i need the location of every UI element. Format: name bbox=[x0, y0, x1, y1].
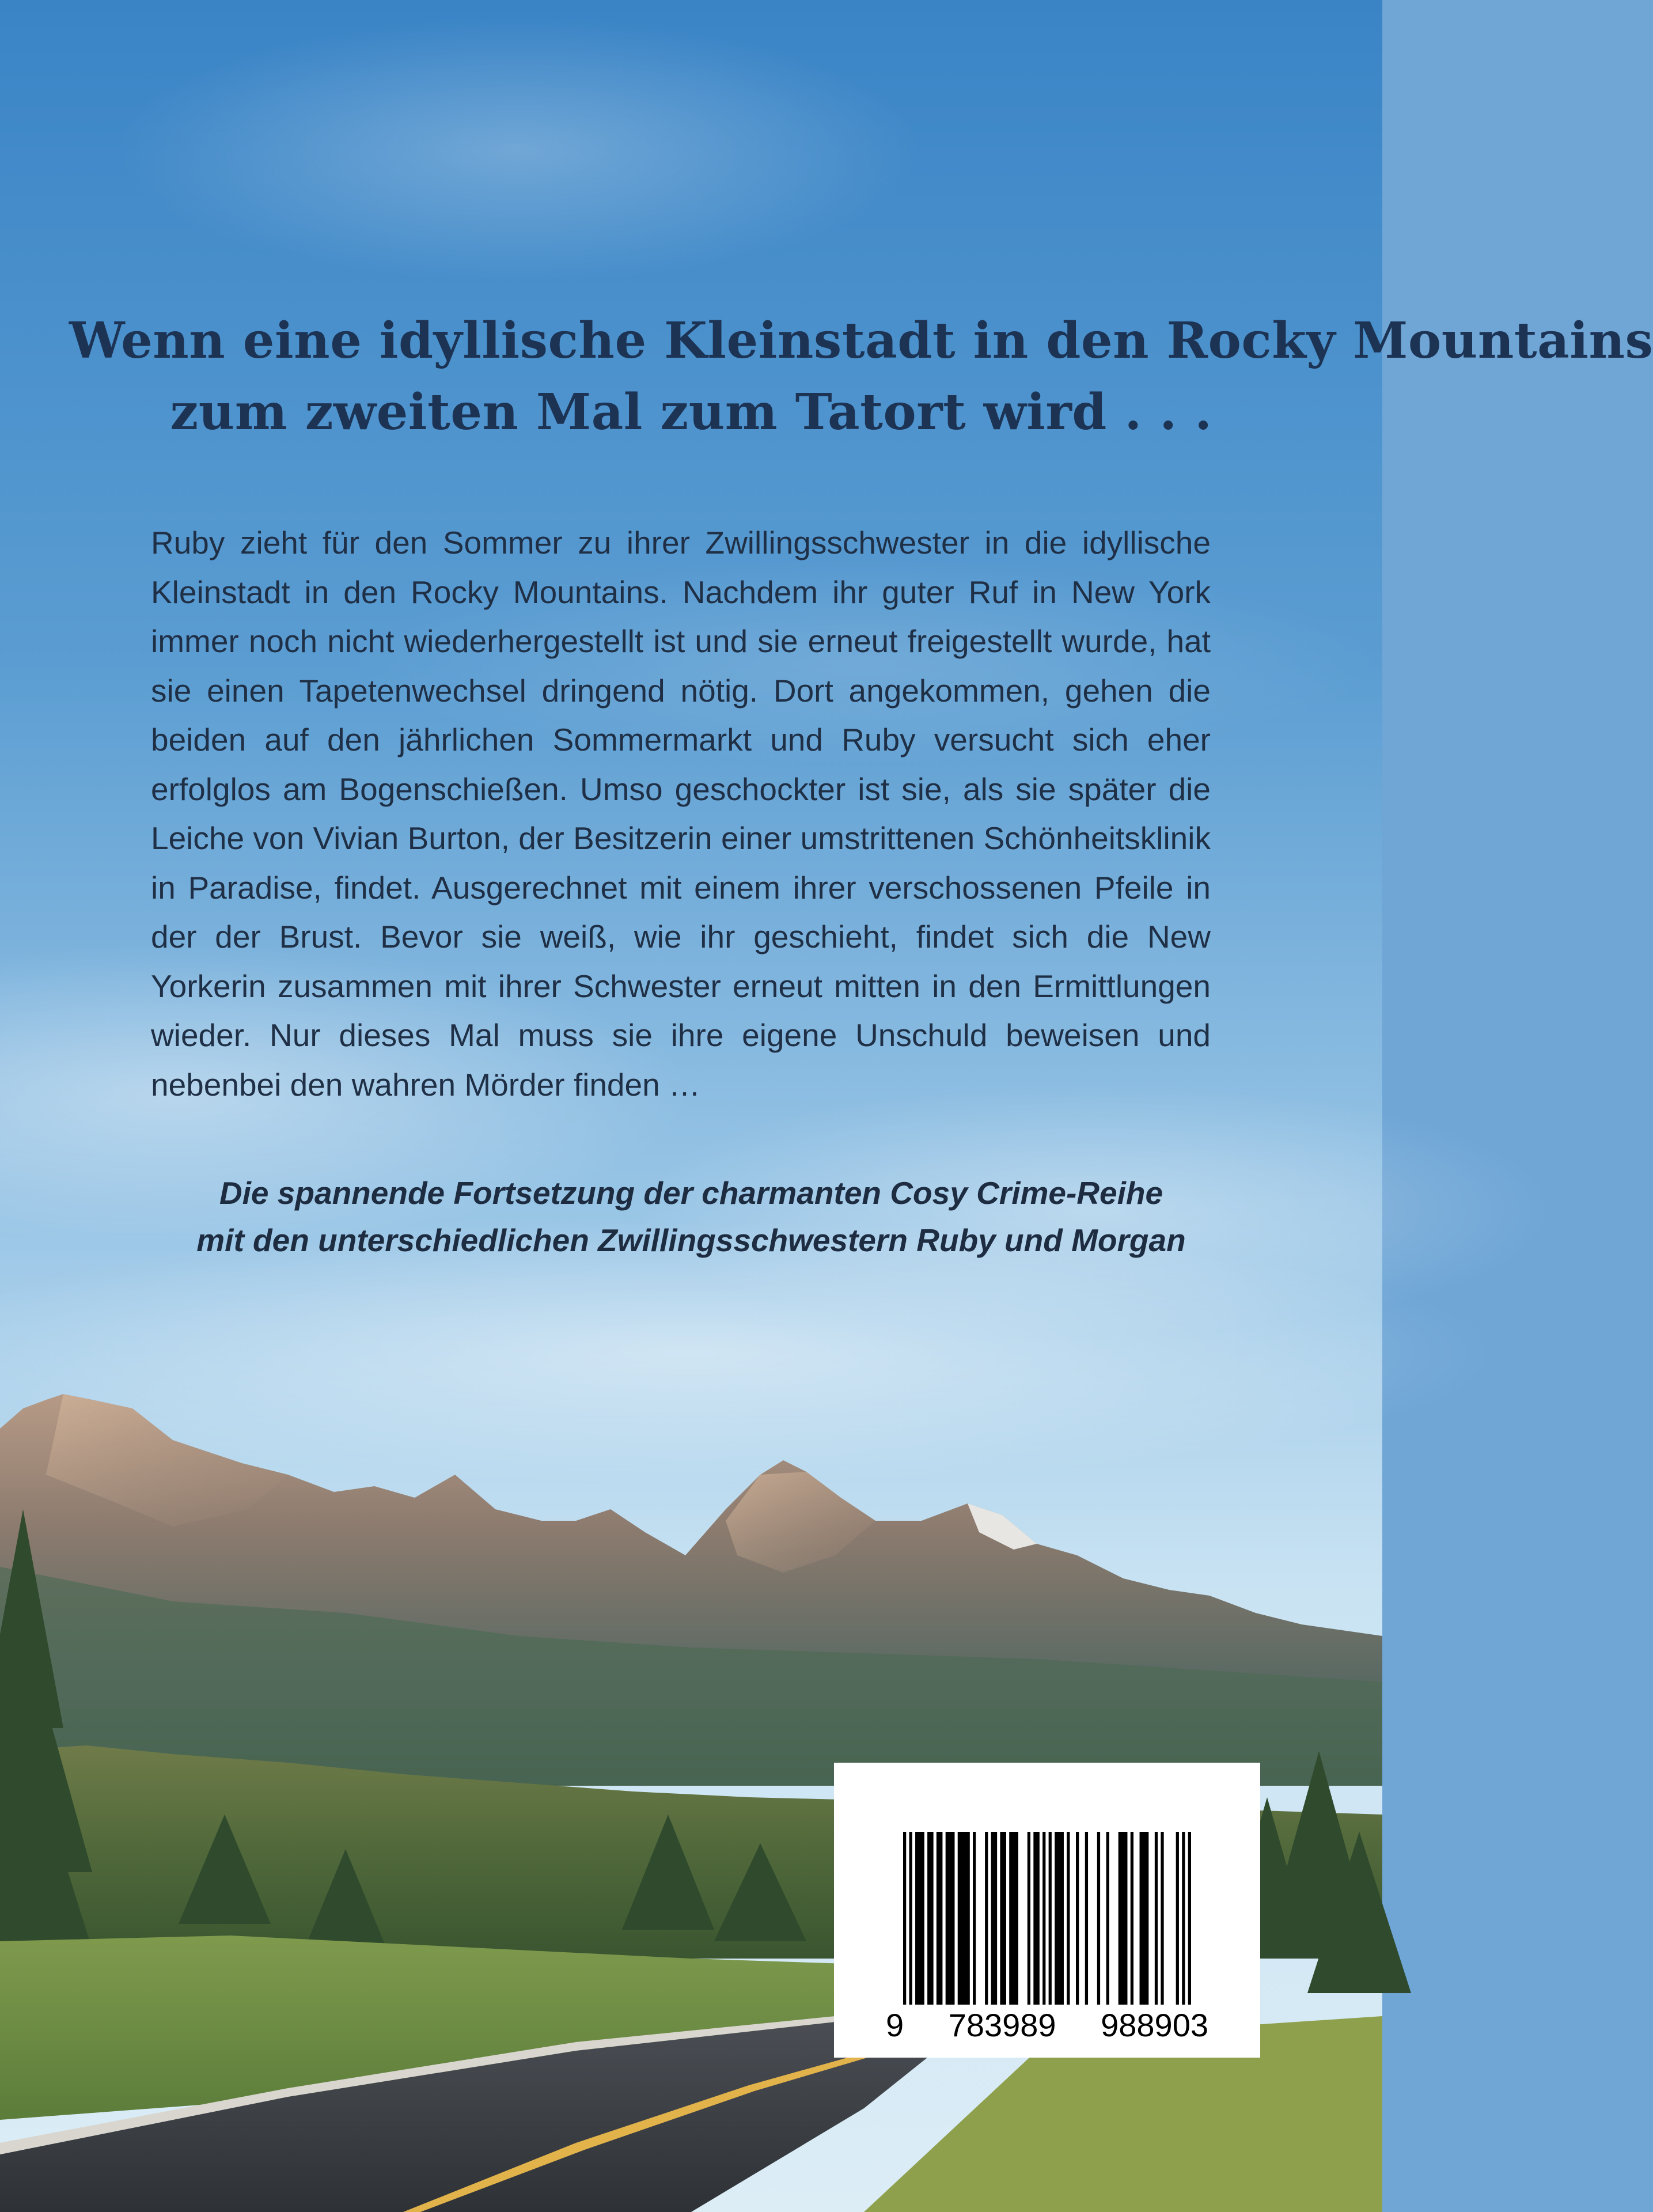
isbn-group-right: 988903 bbox=[1101, 2006, 1208, 2043]
barcode-bar bbox=[985, 1832, 988, 2005]
barcode-bar bbox=[1161, 1832, 1163, 2005]
cover-headline bbox=[69, 305, 1653, 448]
barcode-bar bbox=[1033, 1832, 1040, 2005]
headline-line-2: zum zweiten Mal zum Tatort wird . . . bbox=[170, 383, 1212, 441]
barcode-bar bbox=[991, 1832, 998, 2005]
barcode-bar bbox=[937, 1832, 943, 2005]
barcode-bar bbox=[1155, 1832, 1158, 2005]
barcode-bar bbox=[1042, 1832, 1045, 2005]
isbn-digits bbox=[886, 2005, 1208, 2045]
book-blurb bbox=[151, 518, 1211, 1109]
series-tagline bbox=[115, 1169, 1267, 1264]
barcode-bar bbox=[1055, 1832, 1064, 2005]
barcode-bar bbox=[1067, 1832, 1070, 2005]
barcode-bar bbox=[1000, 1832, 1006, 2005]
barcode-bar bbox=[1119, 1832, 1128, 2005]
barcode-bar bbox=[1009, 1832, 1018, 2005]
barcode-bar bbox=[1028, 1832, 1030, 2005]
barcode-bars bbox=[903, 1832, 1191, 2005]
barcode-bar bbox=[1188, 1832, 1191, 2005]
barcode-bar bbox=[1176, 1832, 1179, 2005]
tagline-line-1: Die spannende Fortsetzung der charmanten Cosy Crime-Reihe bbox=[219, 1175, 1163, 1211]
barcode-bar bbox=[909, 1832, 912, 2005]
isbn-group-left: 783989 bbox=[948, 2006, 1056, 2043]
barcode-bar bbox=[1076, 1832, 1079, 2005]
barcode-bar bbox=[1097, 1832, 1100, 2005]
barcode-bar bbox=[1182, 1832, 1185, 2005]
isbn-barcode bbox=[834, 1763, 1260, 2058]
barcode-bar bbox=[927, 1832, 934, 2005]
tagline-line-2: mit den unterschiedlichen Zwillingsschwestern Ruby und Morgan bbox=[196, 1222, 1186, 1258]
blurb-text: Ruby zieht für den Sommer zu ihrer Zwillingsschwester in die idyllische Kleinstadt in den Rocky Mountains. Nachdem ihr guter Ruf in New York immer noch nicht wiederhergestellt ist und sie erneut freigestellt wurde, hat sie einen Tapetenwechsel dringend nötig. Dort angekommen, gehen die beiden auf den jährlichen Sommermarkt und Ruby versucht sich eher erfolglos am Bogenschießen. Umso geschockter ist sie, als sie später die Leiche von Vivian Burton, der Besitzerin einer umstrittenen Schönheitsklinik in Paradise, findet. Ausgerechnet mit einem ihrer verschossenen Pfeile in der der Brust. Bevor sie weiß, wie ihr geschieht, findet sich die New Yorkerin zusammen mit ihrer Schwester erneut mitten in den Ermittlungen wieder. Nur dieses Mal muss sie ihre eigene Unschuld beweisen und nebenbei den wahren Mörder finden … bbox=[151, 525, 1211, 1103]
barcode-bar bbox=[1140, 1832, 1149, 2005]
headline-line-1: Wenn eine idyllische Kleinstadt in den Rocky Mountains bbox=[69, 312, 1653, 370]
barcode-bar bbox=[973, 1832, 976, 2005]
barcode-bar bbox=[915, 1832, 924, 2005]
isbn-first-digit: 9 bbox=[886, 2006, 904, 2043]
barcode-bar bbox=[1131, 1832, 1133, 2005]
barcode-bar bbox=[1106, 1832, 1109, 2005]
barcode-bar bbox=[1049, 1832, 1052, 2005]
barcode-bar bbox=[1085, 1832, 1088, 2005]
barcode-bar bbox=[903, 1832, 906, 2005]
barcode-bar bbox=[958, 1832, 970, 2005]
barcode-bar bbox=[946, 1832, 955, 2005]
